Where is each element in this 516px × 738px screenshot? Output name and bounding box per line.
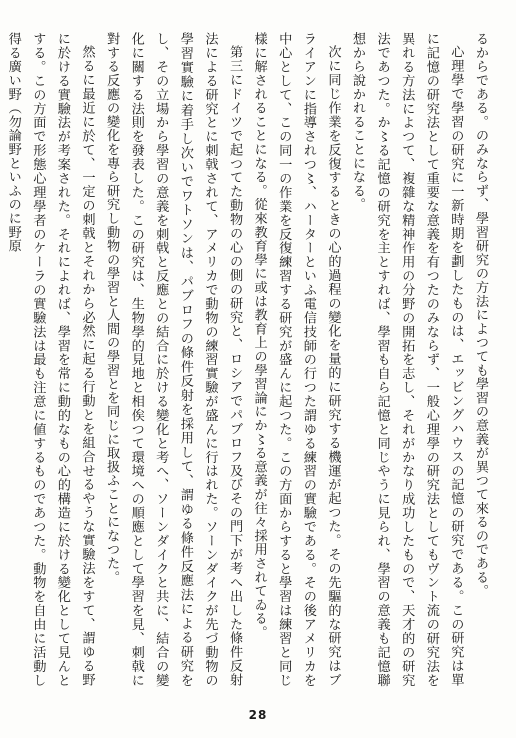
paragraph-field-experiment: 然るに最近に於て、一定の刺戟とそれから必然に起る行動とを組合せるやうな實驗法をすて、謂ゆる野に於ける實驗法が考案された。それによれば、學習を常に動的なもの心的構造に於ける變化として見んとする。この方面で形態心理學者のケーラの實驗法は最も注意に値するものであつた。動物を自由に活動し得る廣い野（勿論野といふのに野原 [5,32,95,687]
paragraph-animal-learning: 第三にドイツで起つてた動物の心の側の研究と、ロシアでパブロフ及びその門下が考へ出した條件反射法による研究とに刺戟されて、アメリカで動物の練習實驗が盛んに行はれた。ソーンダイクが先づ動物の學習實驗に着手し次いでワトソンは、パブロフの條件反射を採用して、謂ゆる條件反應法による研究をし、その立場から學習の意義を刺戟と反應との結合に於ける變化と考へ、ソーンダイクと共に、結合の變化に關する法則を發表した。この研究は、生物學的見地と相俟つて環境への順應として學習を見、刺戟に對する反應の變化を專ら研究し動物の學習と人間の學習とを同じに取扱ふことになつた。 [104,32,243,687]
page-number: 28 [248,708,268,722]
paragraph-ebbinghaus: 心理學で學習の研究に一新時期を劃したものは、エッビングハウスの記憶の研究である。この研究は單に記憶の研究法として重要な意義を有つたのみならず、一般心理學の研究法としてもヴント流の研究法を異れる方法によつて、複雜な精神作用の分野の開拓を志し、それがかなり成功したもので、天才的の研究法であつた。か〻る記憶の研究を主とすれば、學習も自ら記憶と同じやうに見られ、學習の意義も記憶聯想から說かれることになる。 [350,32,464,687]
paragraph-continuation: るからである。のみならず、學習研究の方法によつても學習の意義が異つて來るのである。 [473,32,488,598]
vertical-text-body [5,32,492,687]
paragraph-practice-experiment: 次に同じ作業を反復するときの心的過程の變化を量的に研究する機運が起つた。その先驅的な研究はブライアンに指導されつ〻、ハーターといふ電信技師の行つた謂ゆる練習の實驗である。その後アメリカを中心として、この同一の作業を反復練習する研究が盛んに起つた。この方面からすると學習は練習と同じ樣に解されることになる。從來教育學に或は教育上の學習論にか〻る意義が往々採用されてゐる。 [251,32,341,687]
